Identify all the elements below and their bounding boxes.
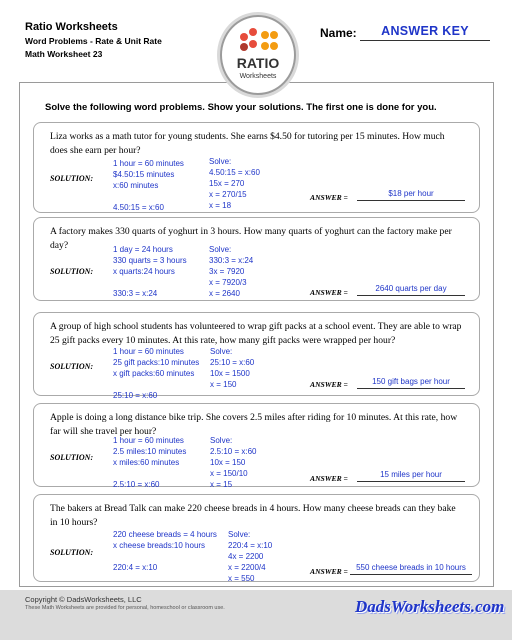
- ratio-fruit-icon: [240, 28, 278, 51]
- instructions: Solve the following word problems. Show your solutions. The first one is done for you.: [45, 102, 437, 113]
- answer-line: [357, 295, 465, 296]
- brand-logo[interactable]: DadsWorksheets.com: [355, 597, 505, 616]
- solution-steps: Solve: 220:4 = x:10 4x = 2200 x = 2200/4 x = 550: [228, 530, 273, 583]
- answer-value: $18 per hour: [388, 189, 434, 198]
- name-label: Name:: [320, 26, 357, 40]
- name-line: [360, 40, 490, 41]
- answer-line: [357, 200, 465, 201]
- solution-setup: 1 hour = 60 minutes 2.5 miles:10 minutes x miles:60 minutes 2.5:10 = x:60: [113, 436, 187, 489]
- solution-setup: 1 hour = 60 minutes $4.50:15 minutes x:60 minutes 4.50:15 = x:60: [113, 159, 184, 212]
- solution-steps: Solve: 330:3 = x:24 3x = 7920 x = 7920/3 x = 2640: [209, 245, 254, 298]
- ratio-logo: [220, 15, 296, 95]
- answer-value: 15 miles per hour: [380, 470, 442, 479]
- solution-setup: 1 day = 24 hours 330 quarts = 3 hours x quarts:24 hours 330:3 = x:24: [113, 245, 187, 298]
- answer-label: ANSWER =: [310, 567, 348, 576]
- solution-label: SOLUTION:: [50, 453, 94, 462]
- usage-note: These Math Worksheets are provided for personal, homeschool or classroom use.: [25, 605, 225, 611]
- worksheet-header: [25, 20, 162, 61]
- solution-label: SOLUTION:: [50, 362, 94, 371]
- problem-card: [33, 494, 480, 582]
- solution-setup: 1 hour = 60 minutes 25 gift packs:10 minutes x gift packs:60 minutes 25:10 = x:60: [113, 347, 200, 400]
- solution-label: SOLUTION:: [50, 174, 94, 183]
- problem-question: Liza works as a math tutor for young students. She earns $4.50 for tutoring per 15 minutes. How much does she earn per hour?: [50, 131, 445, 156]
- worksheet-subtitle: Word Problems - Rate & Unit Rate: [25, 36, 162, 46]
- answer-line: [357, 388, 465, 389]
- solution-label: SOLUTION:: [50, 267, 94, 276]
- problem-question: Apple is doing a long distance bike trip. She covers 2.5 miles after riding for 10 minutes. At this rate, how far will she travel per hour?: [50, 412, 458, 437]
- problem-question: A group of high school students has volunteered to wrap gift packs at a school event. They are able to wrap 25 gift packs every 10 minutes. At this rate, how many gift packs were wrapped per hour?: [50, 321, 462, 346]
- problem-question: A factory makes 330 quarts of yoghurt in 3 hours. How many quarts of yoghurt can the factory make per day?: [50, 226, 452, 251]
- solution-steps: Solve: 4.50:15 = x:60 15x = 270 x = 270/15 x = 18: [209, 157, 260, 210]
- answer-value: 550 cheese breads in 10 hours: [356, 563, 466, 572]
- problem-card: [33, 217, 480, 301]
- answer-value: 2640 quarts per day: [375, 284, 447, 293]
- answer-line: [357, 481, 465, 482]
- problem-question: The bakers at Bread Talk can make 220 cheese breads in 4 hours. How many cheese breads can they bake in 10 hours?: [50, 503, 456, 528]
- worksheet-title: Ratio Worksheets: [25, 21, 118, 33]
- solution-setup: 220 cheese breads = 4 hours x cheese breads:10 hours 220:4 = x:10: [113, 530, 217, 572]
- copyright: Copyright © DadsWorksheets, LLC: [25, 595, 142, 604]
- answer-label: ANSWER =: [310, 193, 348, 202]
- problem-card: [33, 312, 480, 400]
- solution-label: SOLUTION:: [50, 548, 94, 557]
- logo-text: RATIO: [236, 55, 280, 71]
- answer-key: ANSWER KEY: [381, 24, 469, 38]
- answer-line: [350, 574, 472, 575]
- answer-label: ANSWER =: [310, 288, 348, 297]
- problem-card: [33, 122, 480, 213]
- solution-steps: Solve: 2.5:10 = x:60 10x = 150 x = 150/10 x = 15: [210, 436, 257, 489]
- solution-steps: Solve: 25:10 = x:60 10x = 1500 x = 150: [210, 347, 255, 389]
- problem-card: [33, 403, 480, 487]
- answer-value: 150 gift bags per hour: [372, 377, 450, 386]
- answer-label: ANSWER =: [310, 380, 348, 389]
- answer-label: ANSWER =: [310, 474, 348, 483]
- logo-subtext: Worksheets: [239, 73, 277, 80]
- worksheet-number: Math Worksheet 23: [25, 49, 103, 59]
